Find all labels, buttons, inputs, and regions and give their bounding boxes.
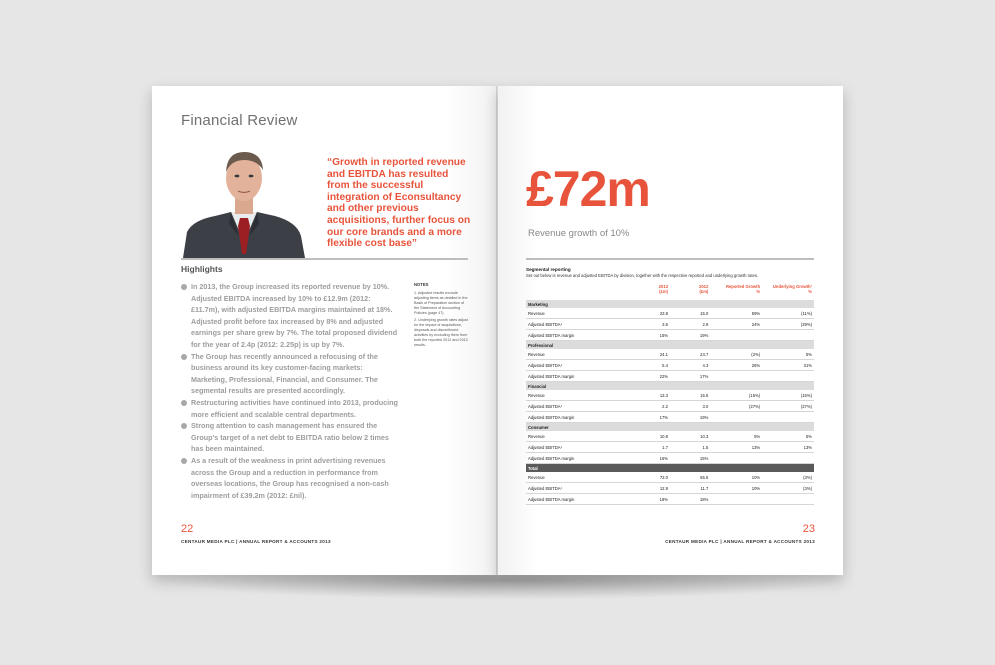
table-cell: 65.6 (670, 472, 710, 483)
row-label: Adjusted EBITDA margin (526, 330, 630, 341)
table-cell: 19% (670, 330, 710, 341)
highlight-item (181, 281, 399, 351)
table-section-row (526, 300, 814, 308)
highlights-list (181, 281, 399, 501)
table-cell: (2%) (710, 349, 762, 360)
table-header-cell (630, 284, 670, 300)
headline-figure: £72m (526, 161, 650, 217)
table-cell: 17% (630, 412, 670, 423)
table-cell: 10% (710, 472, 762, 483)
table-section-row (526, 464, 814, 473)
row-label: Revenue (526, 308, 630, 319)
header-unit: (£m) (659, 289, 668, 294)
row-label: Revenue (526, 431, 630, 442)
bullet-icon (181, 400, 187, 406)
table-row (526, 412, 814, 423)
table-cell (762, 494, 814, 505)
highlight-text: As a result of the weakness in print advertising revenues across the Group and a reduction in performance from overseas locations, the Group has recognised a non-cash impairment of £39.2m (2012: £nil). (191, 455, 389, 500)
table-cell: 11.7 (670, 483, 710, 494)
notes-sidebar (414, 282, 470, 350)
table-section-row (526, 382, 814, 391)
portrait-illustration (183, 146, 305, 258)
table-cell: (15%) (762, 390, 814, 401)
table-cell: 18% (670, 494, 710, 505)
table-header-cell (710, 284, 762, 300)
highlight-text: Restructuring activities have continued into 2013, producing more efficient and scalable central departments. (191, 397, 398, 419)
section-label: Marketing (526, 300, 814, 308)
highlight-text: In 2013, the Group increased its reported revenue by 10%. Adjusted EBITDA increased by 10% to £12.9m (2012: £11.7m), with adjusted EBITDA margins maintained at 18%. Adjusted profit before tax increased by 8% and adjusted earnings per share grew by 7%. The total proposed dividend for the year of 2.4p (2012: 2.25p) is up by 7%. (191, 282, 398, 349)
table-cell (762, 371, 814, 382)
table-cell (710, 412, 762, 423)
right-page (498, 86, 843, 575)
table-cell: (3%) (762, 483, 814, 494)
table-cell: 4.3 (670, 360, 710, 371)
table-row (526, 453, 814, 464)
table-cell: 24% (710, 319, 762, 330)
header-label: 2012 (698, 284, 709, 289)
table-cell: 1.5 (670, 442, 710, 453)
row-label: Revenue (526, 390, 630, 401)
header-label: 2013 (658, 284, 668, 289)
page-title: Financial Review (181, 112, 298, 129)
row-label: Adjusted EBITDA margin (526, 494, 630, 505)
table-cell (762, 330, 814, 341)
segmental-table (526, 284, 814, 505)
highlight-text: The Group has recently announced a refocusing of the business around its key customer-facing markets: Marketing, Professional, Financial, and Consumer. The segmental results are presented accordingly. (191, 351, 378, 396)
row-label: Adjusted EBITDA¹ (526, 360, 630, 371)
table-cell: 5% (762, 431, 814, 442)
bullet-icon (181, 284, 187, 290)
table-cell (710, 494, 762, 505)
table-cell: 2.2 (630, 401, 670, 412)
table-cell: 13% (762, 442, 814, 453)
section-label: Total (526, 464, 814, 473)
table-cell (762, 453, 814, 464)
table-cell: 17% (670, 371, 710, 382)
row-label: Adjusted EBITDA¹ (526, 401, 630, 412)
table-row (526, 360, 814, 371)
table-row (526, 319, 814, 330)
table-cell: 24.1 (630, 349, 670, 360)
table-row (526, 390, 814, 401)
table-cell: (27%) (710, 401, 762, 412)
header-unit: % (756, 289, 761, 294)
table-cell: (15%) (710, 390, 762, 401)
table-cell: 23.8 (630, 308, 670, 319)
table-cell: 3.0 (670, 401, 710, 412)
table-cell: 15% (630, 330, 670, 341)
table-cell: 15.0 (670, 308, 710, 319)
header-label: Reported Growth (725, 284, 761, 289)
row-label: Adjusted EBITDA¹ (526, 442, 630, 453)
table-cell: 31% (762, 360, 814, 371)
table-cell (710, 371, 762, 382)
headline-caption: Revenue growth of 10% (528, 228, 630, 239)
header-unit: (£m) (699, 289, 709, 294)
table-cell: (11%) (762, 308, 814, 319)
table-cell: 15.6 (670, 390, 710, 401)
table-cell: 13.3 (630, 390, 670, 401)
table-cell: 59% (710, 308, 762, 319)
row-label: Adjusted EBITDA margin (526, 371, 630, 382)
table-row (526, 494, 814, 505)
table-cell: 19% (670, 412, 710, 423)
highlight-item (181, 420, 399, 455)
table-cell: 10.3 (670, 431, 710, 442)
header-label: Underlying Growth² (772, 284, 812, 289)
table-cell: 3.6 (630, 319, 670, 330)
notes-heading: NOTES (414, 282, 429, 287)
highlight-item (181, 351, 399, 397)
table-row (526, 371, 814, 382)
table-row (526, 330, 814, 341)
table-cell: 5.4 (630, 360, 670, 371)
table-row (526, 431, 814, 442)
page-number: 23 (802, 523, 815, 535)
table-cell (710, 330, 762, 341)
note-item: 2. Underlying growth rates adjust for the impact of acquisitions, disposals and discontinued activities by excluding them from both the reported 2012 and 2013 results. (414, 318, 468, 347)
table-row (526, 472, 814, 483)
table-header-row (526, 284, 814, 300)
table-cell: 72.0 (630, 472, 670, 483)
page-footer: CENTAUR MEDIA PLC | ANNUAL REPORT & ACCOUNTS 2013 (181, 539, 331, 544)
header-unit: % (808, 289, 812, 294)
table-header-cell (762, 284, 814, 300)
table-cell: 1.7 (630, 442, 670, 453)
table-row (526, 483, 814, 494)
table-cell: 26% (710, 360, 762, 371)
table-row (526, 401, 814, 412)
table-cell: (3%) (762, 472, 814, 483)
table-cell: (27%) (762, 401, 814, 412)
left-page (152, 86, 497, 575)
table-cell: 13% (710, 442, 762, 453)
page-footer: CENTAUR MEDIA PLC | ANNUAL REPORT & ACCOUNTS 2013 (665, 539, 815, 544)
table-cell: 24.7 (670, 349, 710, 360)
table-cell: 18% (630, 494, 670, 505)
table-cell: 10.8 (630, 431, 670, 442)
table-cell: 15% (670, 453, 710, 464)
bullet-icon (181, 458, 187, 464)
row-label: Adjusted EBITDA¹ (526, 483, 630, 494)
row-label: Revenue (526, 472, 630, 483)
table-cell (762, 412, 814, 423)
row-label: Adjusted EBITDA¹ (526, 319, 630, 330)
note-item: 1. Adjusted results exclude adjusting items as detailed in the Basis of Preparation section of the Statement of Accounting Policies (page 47). (414, 291, 468, 315)
page-number: 22 (181, 523, 194, 535)
table-header-cell (670, 284, 710, 300)
table-cell: (29%) (762, 319, 814, 330)
table-cell: 2.9 (670, 319, 710, 330)
executive-portrait (183, 146, 305, 258)
section-label: Consumer (526, 423, 814, 432)
table-cell: 5% (710, 431, 762, 442)
table-description: Set out below is revenue and adjusted EBITDA by division, together with the respective reported and underlying growth rates. (526, 273, 759, 278)
section-label: Professional (526, 341, 814, 350)
highlight-item (181, 455, 399, 501)
section-divider (181, 258, 468, 260)
table-cell: 16% (630, 453, 670, 464)
row-label: Revenue (526, 349, 630, 360)
table-section-row (526, 423, 814, 432)
table-row (526, 442, 814, 453)
table-row (526, 308, 814, 319)
bullet-icon (181, 354, 187, 360)
table-cell: 22% (630, 371, 670, 382)
highlight-item (181, 397, 399, 420)
table-cell (710, 453, 762, 464)
section-divider (526, 258, 814, 260)
highlight-text: Strong attention to cash management has ensured the Group's target of a net debt to EBITDA ratio below 2 times has been maintained. (191, 421, 389, 454)
table-cell: 5% (762, 349, 814, 360)
row-label: Adjusted EBITDA margin (526, 412, 630, 423)
section-label: Financial (526, 382, 814, 391)
pull-quote: “Growth in reported revenue and EBITDA has resulted from the successful integration of Econsultancy and other previous acquisitions, further focus on our core brands and a more flexible cost base” (327, 157, 471, 250)
row-label: Adjusted EBITDA margin (526, 453, 630, 464)
table-header-cell (526, 284, 630, 300)
highlights-heading: Highlights (181, 264, 223, 274)
table-section-row (526, 341, 814, 350)
bullet-icon (181, 423, 187, 429)
table-row (526, 349, 814, 360)
table-cell: 12.9 (630, 483, 670, 494)
table-title: Segmental reporting (526, 267, 571, 272)
table-cell: 10% (710, 483, 762, 494)
